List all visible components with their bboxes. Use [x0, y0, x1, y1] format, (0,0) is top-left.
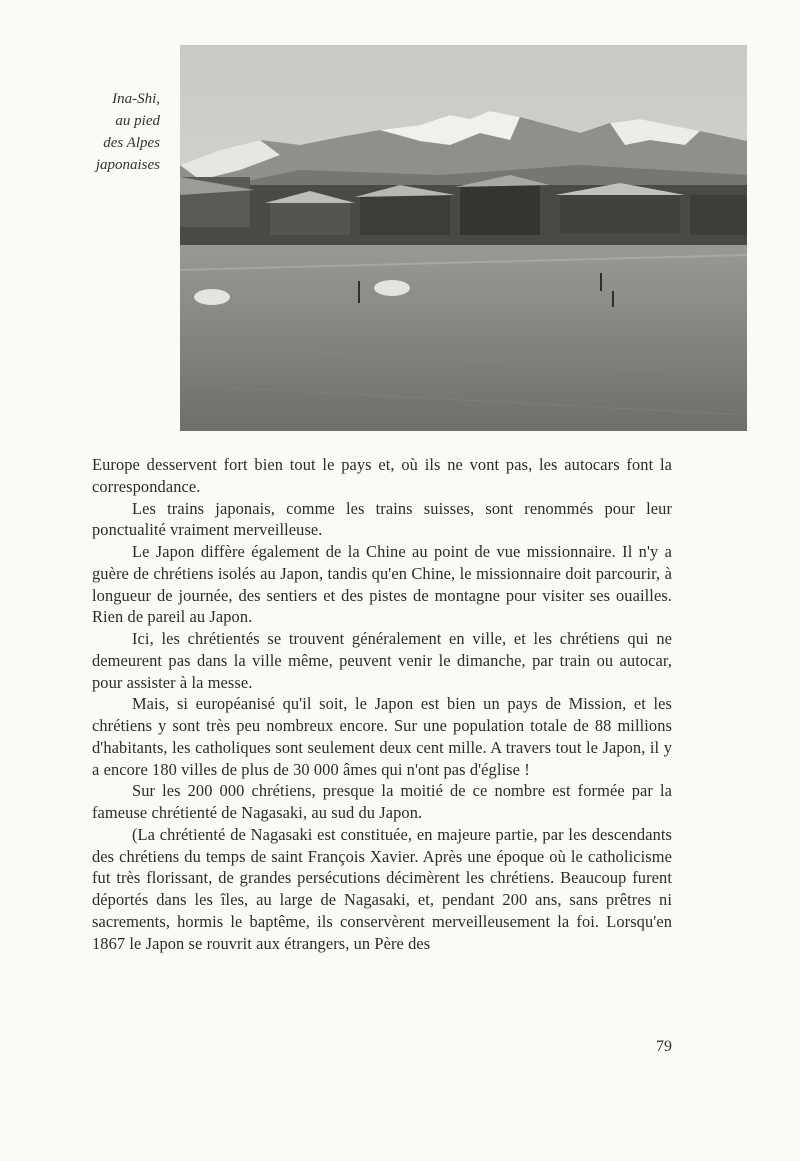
caption-line: des Alpes — [103, 135, 160, 151]
paragraph: Europe desservent fort bien tout le pays et, où ils ne vont pas, les autocars font la correspondance. — [92, 455, 672, 496]
page-number: 79 — [656, 1038, 672, 1055]
paragraph: Mais, si européanisé qu'il soit, le Japon est bien un pays de Mission, et les chrétiens y sont très peu nombreux encore. Sur une population totale de 88 millions d'habitants, les catholiques sont seulement deux cent mille. A travers tout le Japon, il y a encore 180 villes de plus de 30 000 âmes qui n'ont pas d'église ! — [92, 694, 672, 779]
paragraph: (La chrétienté de Nagasaki est constituée, en majeure partie, par les descendants des chrétiens du temps de saint François Xavier. Après une époque où le catholicisme fut très florissant, de grandes persécutions décimèrent les chrétiens. Beaucoup furent déportés dans les îles, au large de Nagasaki, et, pendant 200 ans, sans prêtres ni sacrements, hormis le baptême, ils conservèrent merveilleusement la foi. Lorsqu'en 1867 le Japon se rouvrit aux étrangers, un Père des — [92, 824, 672, 953]
photo-caption — [60, 88, 160, 176]
paragraph: Les trains japonais, comme les trains suisses, sont renommés pour leur ponctualité vraiment merveilleuse. — [92, 498, 672, 540]
caption-line: japonaises — [95, 157, 160, 173]
photograph-ina-shi — [180, 45, 747, 431]
caption-line: Ina-Shi, — [112, 91, 160, 107]
paragraph: Sur les 200 000 chrétiens, presque la moitié de ce nombre est formée par la fameuse chrétienté de Nagasaki, au sud du Japon. — [92, 781, 672, 822]
paragraph: Ici, les chrétientés se trouvent généralement en ville, et les chrétiens qui ne demeurent pas dans la ville même, peuvent venir le dimanche, par train ou autocar, pour assister à la messe. — [92, 629, 672, 692]
body-text — [92, 454, 672, 954]
caption-line: au pied — [115, 113, 160, 129]
paragraph: Le Japon diffère également de la Chine au point de vue missionnaire. Il n'y a guère de chrétiens isolés au Japon, tandis qu'en Chine, le missionnaire doit parcourir, à longueur de journée, des sentiers et des pistes de montagne pour visiter ses ouailles. Rien de pareil au Japon. — [92, 542, 672, 627]
